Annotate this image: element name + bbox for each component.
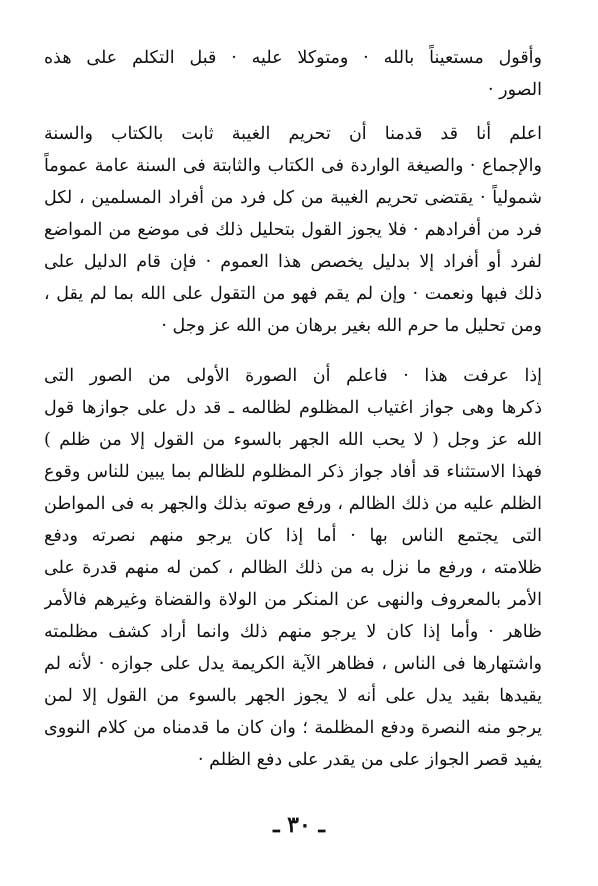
text-line: يقيدها بقيد يدل على أنه لا يجوز الجهر بالسوء من القول إلا لمن xyxy=(44,686,542,706)
text-line: فهذا الاستثناء قد أفاد جواز ذكر المظلوم للظالم بما يبين للناس وقوع xyxy=(44,462,542,482)
text-line: ظاهر · وأما إذا كان لا يرجو منهم ذلك وانما أراد كشف مظلمته xyxy=(44,622,542,642)
text-line: شمولياً · يقتضى تحريم الغيبة من كل فرد من أفراد المسلمين ، لكل xyxy=(44,188,542,208)
text-line: لفرد أو أفراد إلا بدليل يخصص هذا العموم · فإن قام الدليل على xyxy=(44,252,542,272)
text-line: إذا عرفت هذا · فاعلم أن الصورة الأولى من الصور التى xyxy=(44,366,542,386)
text-line: اعلم أنا قد قدمنا أن تحريم الغيبة ثابت بالكتاب والسنة xyxy=(44,124,542,144)
text-line: الظلم عليه من ذلك الظالم ، ورفع صوته بذلك والجهر به فى المواطن xyxy=(44,494,542,514)
text-line: يرجو منه النصرة ودفع المظلمة ؛ وان كان ما قدمناه من كلام النووى xyxy=(44,718,542,738)
text-line: ذكرها وهى جواز اغتياب المظلوم لظالمه ـ قد دل على جوازها قول xyxy=(44,398,542,418)
text-line: فرد من أفرادهم · فلا يجوز القول بتحليل ذلك فى موضع من المواضع xyxy=(44,220,542,240)
text-line: ظلامته ، ورفع ما نزل به من ذلك الظالم ، كمن له منهم قدرة على xyxy=(44,558,542,578)
paragraph-backbiting-prohibition xyxy=(44,118,542,342)
text-line: الصور · xyxy=(488,80,542,100)
text-line: ذلك فبها ونعمت · وإن لم يقم فهو من التقول على الله بما لم يقل ، xyxy=(44,284,542,304)
paragraph-first-case xyxy=(44,360,542,776)
text-line: واشتهارها فى الناس ، فظاهر الآية الكريمة يدل على جوازه · لأنه لم xyxy=(44,654,542,674)
text-line: يفيد قصر الجواز على من يقدر على دفع الظلم · xyxy=(197,750,542,770)
text-line: الأمر بالمعروف والنهى عن المنكر من الولاة والقضاة وغيرهم فالأمر xyxy=(44,590,542,610)
page-number: ـ ٣٠ ـ xyxy=(273,812,325,838)
text-line: ومن تحليل ما حرم الله بغير برهان من الله عز وجل · xyxy=(161,316,542,336)
text-line: التى يجتمع الناس بها · أما إذا كان يرجو منهم نصرته ودفع xyxy=(44,526,542,546)
text-line: وأقول مستعيناً بالله · ومتوكلا عليه · قبل التكلم على هذه xyxy=(44,48,542,68)
text-line: الله عز وجل ( لا يحب الله الجهر بالسوء من القول إلا من ظلم ) xyxy=(44,430,542,450)
paragraph-intro xyxy=(44,42,542,106)
text-line: والإجماع · والصيغة الواردة فى الكتاب والثابتة فى السنة عامة عموماً xyxy=(44,156,542,176)
